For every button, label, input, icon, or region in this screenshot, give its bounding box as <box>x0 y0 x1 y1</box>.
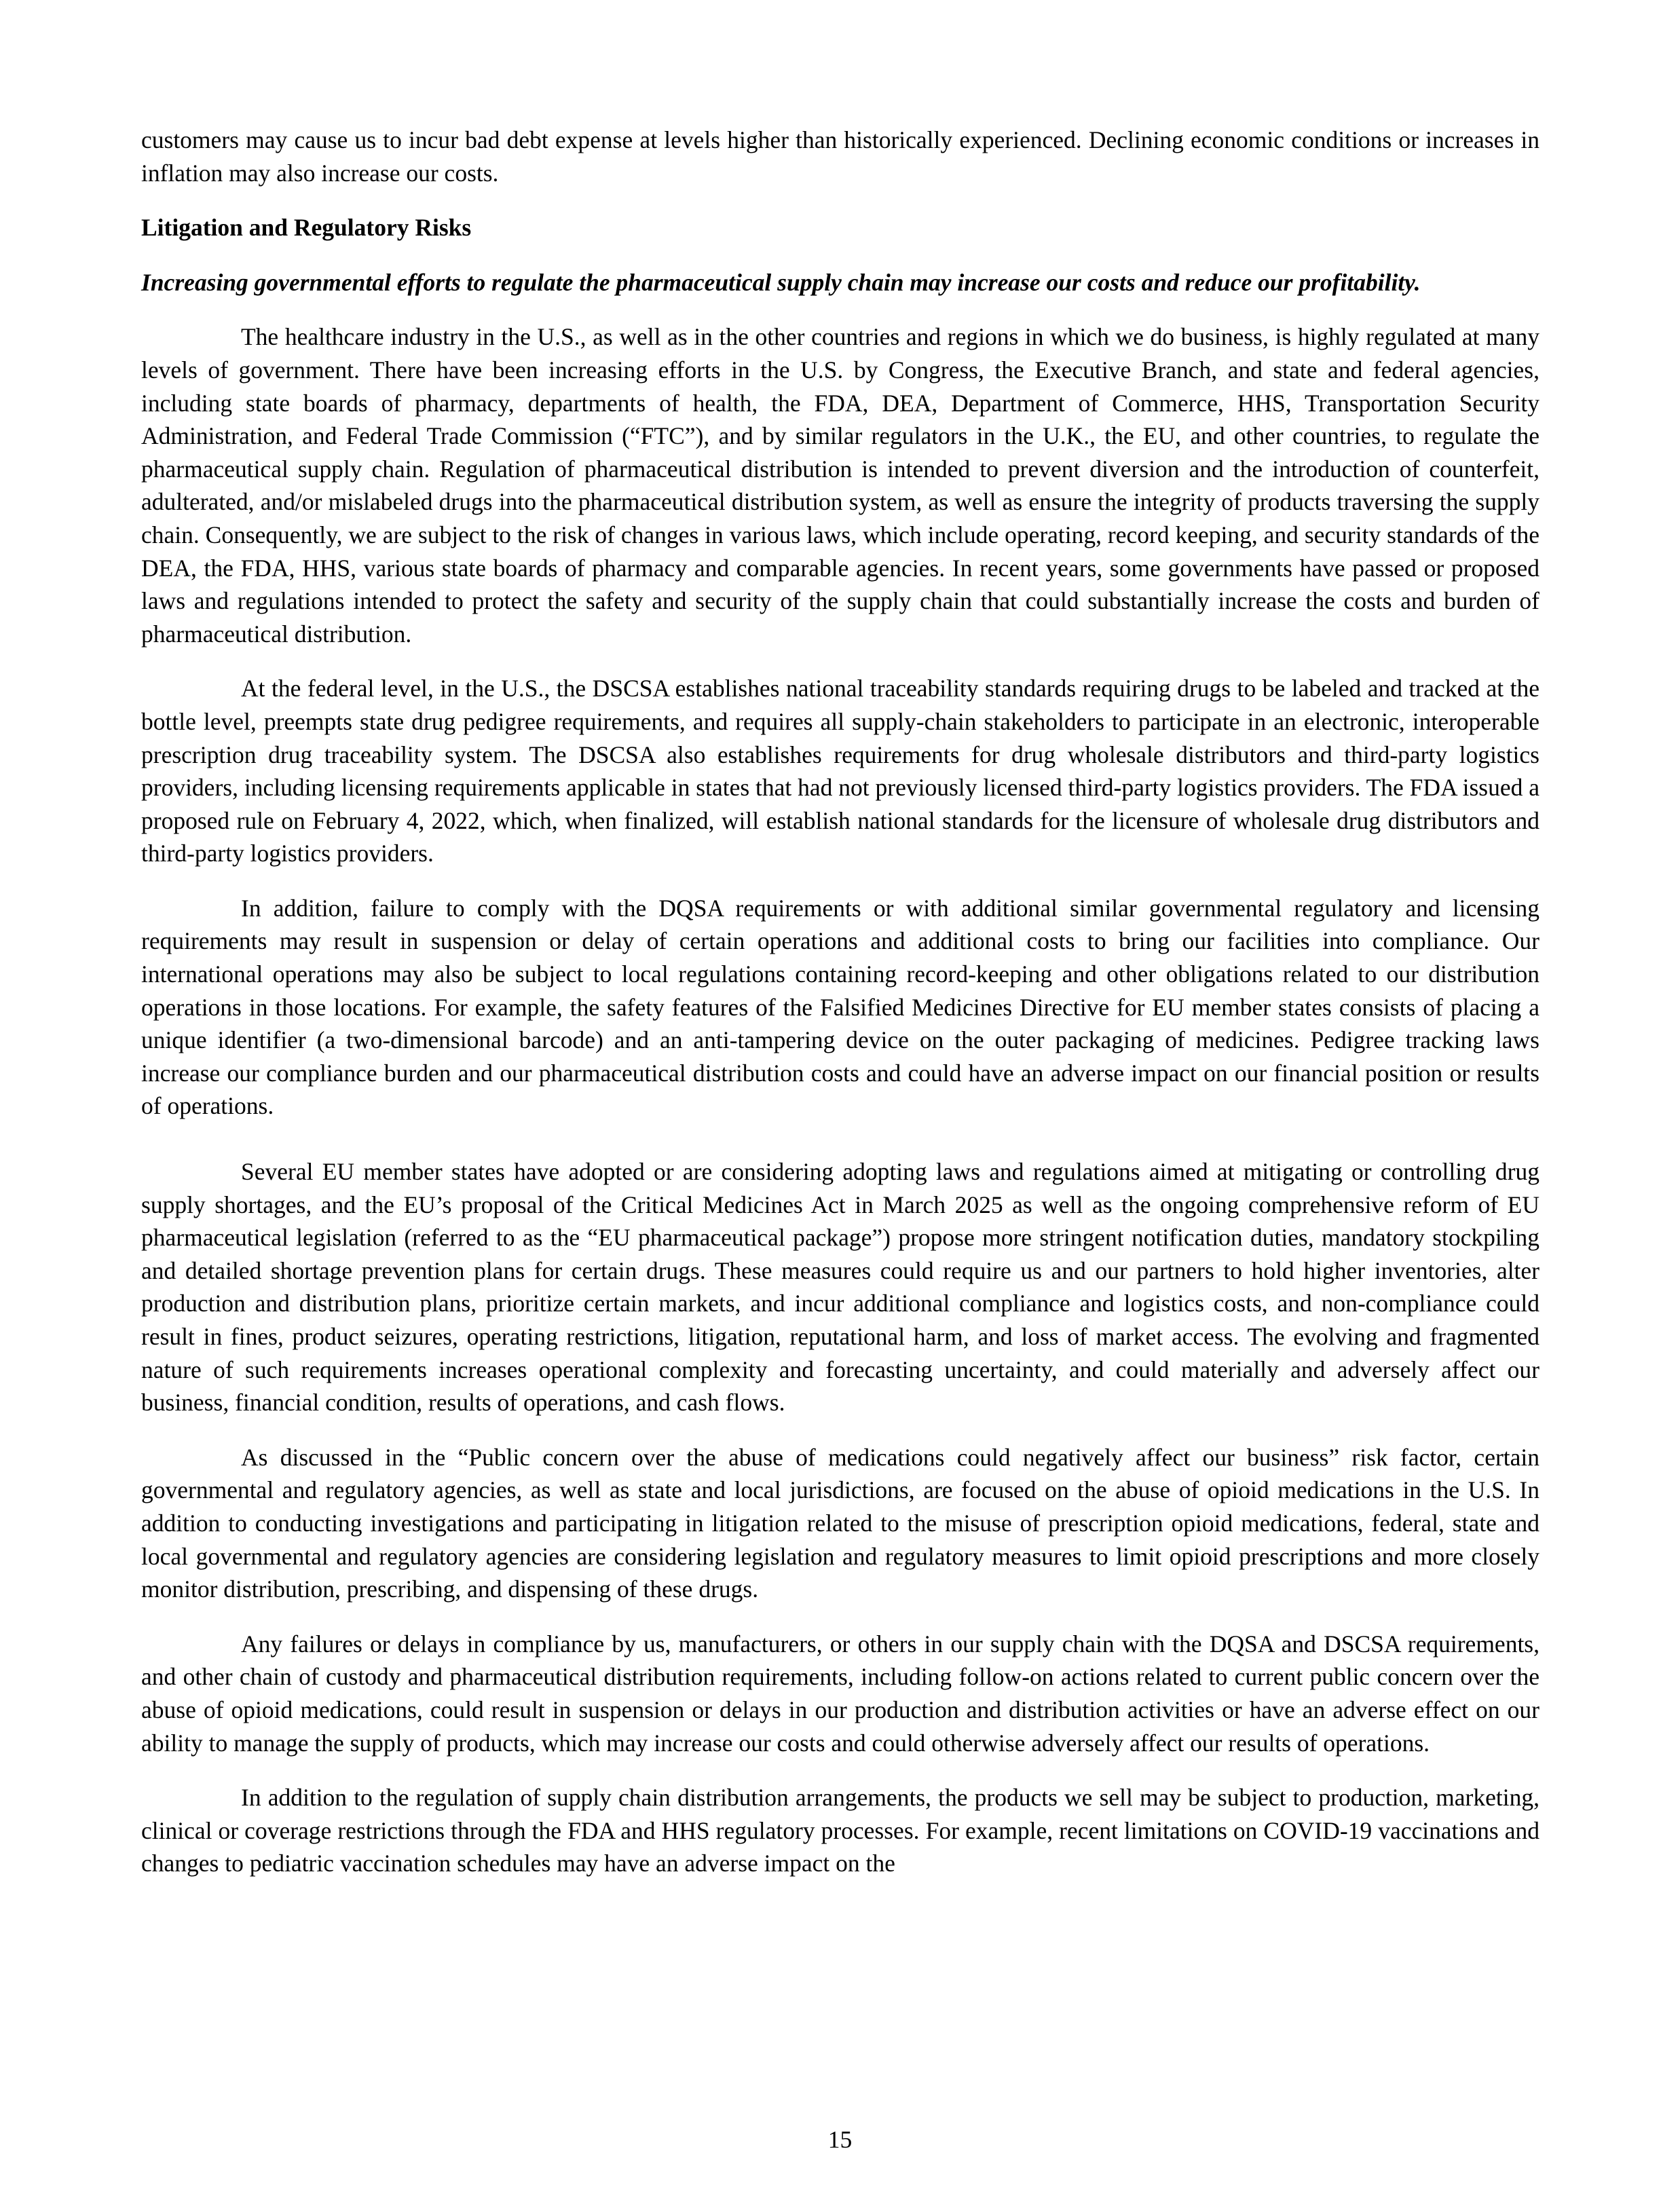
risk-factor-heading: Increasing governmental efforts to regulate the pharmaceutical supply chain may increase our costs and reduce our profitability. <box>141 268 1421 296</box>
body-paragraph: Any failures or delays in compliance by us, manufacturers, or others in our supply chain with the DQSA and DSCSA requirements, and other chain of custody and pharmaceutical distribution requirements, including follow-on actions related to current public concern over the abuse of opioid medications, could result in suspension or delays in our production and distribution activities or have an adverse effect on our ability to manage the supply of products, which may increase our costs and could otherwise adversely affect our results of operations. <box>141 1630 1539 1757</box>
section-heading: Litigation and Regulatory Risks <box>141 214 472 242</box>
body-paragraph: The healthcare industry in the U.S., as well as in the other countries and regions in which we do business, is highly regulated at many levels of government. There have been increasing efforts in the U.S. by Congress, the Executive Branch, and state and federal agencies, including state boards of pharmacy, departments of health, the FDA, DEA, Department of Commerce, HHS, Transportation Security Administration, and Federal Trade Commission (“FTC”), and by similar regulators in the U.K., the EU, and other countries, to regulate the pharmaceutical supply chain. Regulation of pharmaceutical distribution is intended to prevent diversion and the introduction of counterfeit, adulterated, and/or mislabeled drugs into the pharmaceutical distribution system, as well as ensure the integrity of products traversing the supply chain. Consequently, we are subject to the risk of changes in various laws, which include operating, record keeping, and security standards of the DEA, the FDA, HHS, various state boards of pharmacy and comparable agencies. In recent years, some governments have passed or proposed laws and regulations intended to protect the safety and security of the supply chain that could substantially increase the costs and burden of pharmaceutical distribution. <box>141 323 1539 648</box>
body-paragraph: Several EU member states have adopted or are considering adopting laws and regulations aimed at mitigating or controlling drug supply shortages, and the EU’s proposal of the Critical Medicines Act in March 2025 as well as the ongoing comprehensive reform of EU pharmaceutical legislation (referred to as the “EU pharmaceutical package”) propose more stringent notification duties, mandatory stockpiling and detailed shortage prevention plans for certain drugs. These measures could require us and our partners to hold higher inventories, alter production and distribution plans, prioritize certain markets, and incur additional compliance and logistics costs, and non-compliance could result in fines, product seizures, operating restrictions, litigation, reputational harm, and loss of market access. The evolving and fragmented nature of such requirements increases operational complexity and forecasting uncertainty, and could materially and adversely affect our business, financial condition, results of operations, and cash flows. <box>141 1158 1539 1417</box>
body-paragraph: In addition to the regulation of supply chain distribution arrangements, the products we sell may be subject to production, marketing, clinical or coverage restrictions through the FDA and HHS regulatory processes. For example, recent limitations on COVID-19 vaccinations and changes to pediatric vaccination schedules may have an adverse impact on the <box>141 1784 1539 1877</box>
body-paragraph: In addition, failure to comply with the DQSA requirements or with additional similar governmental regulatory and licensing requirements may result in suspension or delay of certain operations and additional costs to bring our facilities into compliance. Our international operations may also be subject to local regulations containing record-keeping and other obligations related to our distribution operations in those locations. For example, the safety features of the Falsified Medicines Directive for EU member states consists of placing a unique identifier (a two-dimensional barcode) and an anti-tampering device on the outer packaging of medicines. Pedigree tracking laws increase our compliance burden and our pharmaceutical distribution costs and could have an adverse impact on our financial position or results of operations. <box>141 894 1539 1120</box>
intro-paragraph: customers may cause us to incur bad debt expense at levels higher than historically experienced. Declining economic conditions or increases in inflation may also increase our costs. <box>141 126 1539 187</box>
body-paragraph: As discussed in the “Public concern over the abuse of medications could negatively affect our business” risk factor, certain governmental and regulatory agencies, as well as state and local jurisdictions, are focused on the abuse of opioid medications in the U.S. In addition to conducting investigations and participating in litigation related to the misuse of prescription opioid medications, federal, state and local governmental and regulatory agencies are considering legislation and regulatory measures to limit opioid prescriptions and more closely monitor distribution, prescribing, and dispensing of these drugs. <box>141 1443 1539 1603</box>
body-paragraph: At the federal level, in the U.S., the DSCSA establishes national traceability standards requiring drugs to be labeled and tracked at the bottle level, preempts state drug pedigree requirements, and requires all supply-chain stakeholders to participate in an electronic, interoperable prescription drug traceability system. The DSCSA also establishes requirements for drug wholesale distributors and third-party logistics providers, including licensing requirements applicable in states that had not previously licensed third-party logistics providers. The FDA issued a proposed rule on February 4, 2022, which, when finalized, will establish national standards for the licensure of wholesale drug distributors and third-party logistics providers. <box>141 675 1539 867</box>
page-number: 15 <box>827 2126 853 2153</box>
document-page <box>141 124 1539 1880</box>
